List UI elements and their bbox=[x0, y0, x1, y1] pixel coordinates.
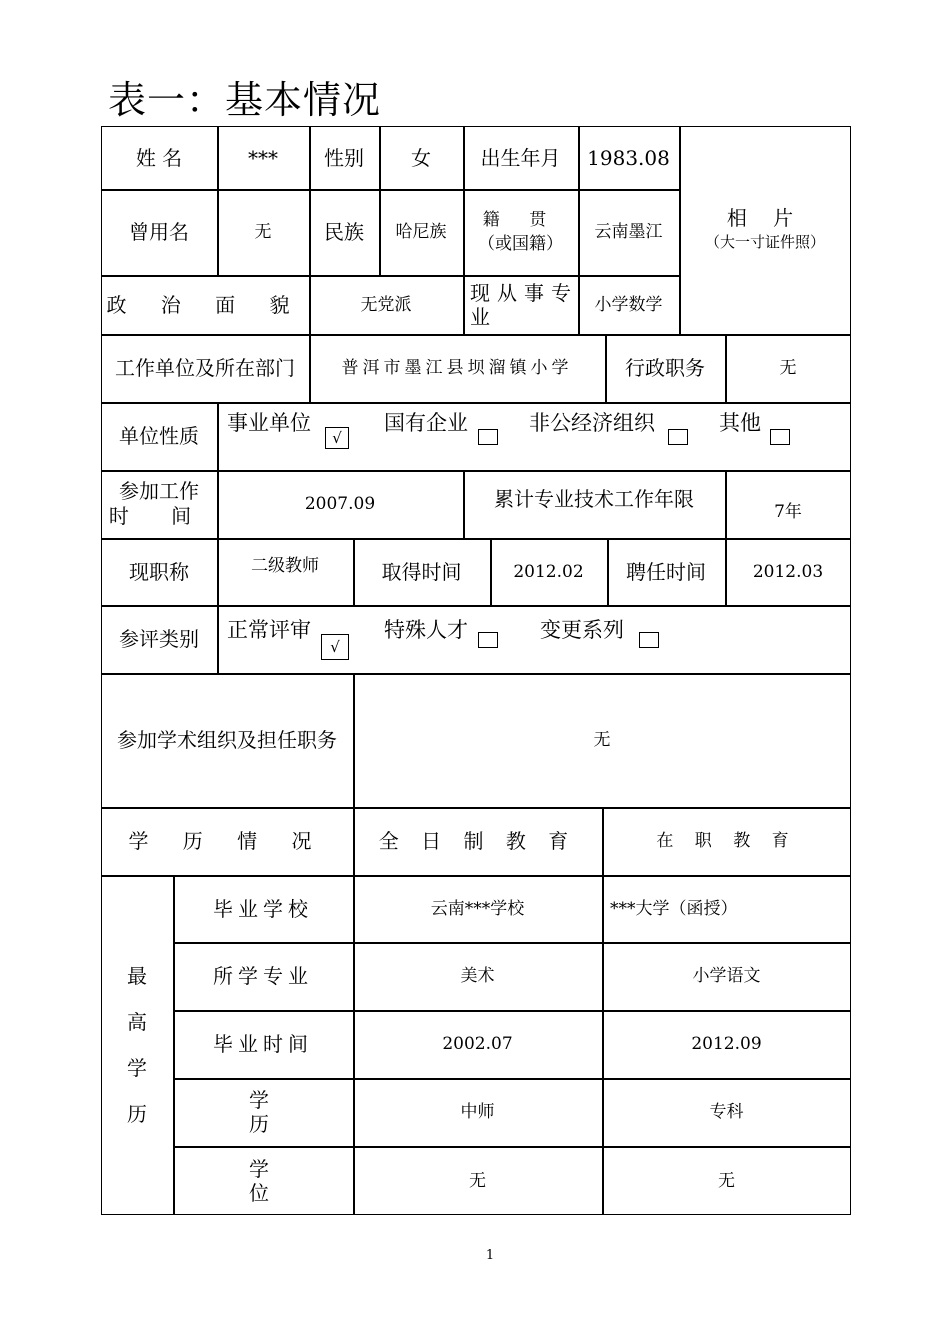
hired-label: 聘任时间 bbox=[626, 559, 706, 584]
unit-option-state-owned: 国有企业 bbox=[384, 411, 468, 435]
obtained-value[interactable]: 2012.02 bbox=[513, 561, 584, 582]
inservice-major[interactable]: 小学语文 bbox=[692, 966, 761, 986]
current-major-label: 现从事专业 bbox=[470, 280, 574, 329]
eval-checkbox-normal[interactable]: √ bbox=[321, 634, 349, 660]
fulltime-grad-time[interactable]: 2002.07 bbox=[442, 1034, 513, 1054]
title-now-label: 现职称 bbox=[129, 559, 189, 584]
grid-line bbox=[217, 605, 219, 674]
ethnicity-value[interactable]: 哈尼族 bbox=[395, 222, 447, 242]
highest-char: 最 bbox=[127, 964, 147, 988]
degree-label: 学 位 bbox=[249, 1156, 317, 1205]
work-start-label-line1: 参加工作 bbox=[119, 479, 199, 503]
academic-value[interactable]: 无 bbox=[593, 730, 611, 750]
page-number: 1 bbox=[485, 1248, 495, 1263]
eval-option-change: 变更系列 bbox=[540, 618, 624, 642]
fulltime-major[interactable]: 美术 bbox=[460, 966, 495, 986]
birth-label: 出生年月 bbox=[480, 145, 561, 170]
fulltime-header: 全 日 制 教 育 bbox=[378, 829, 577, 853]
eval-option-normal: 正常评审 bbox=[227, 618, 311, 642]
obtained-label: 取得时间 bbox=[381, 559, 462, 584]
admin-post-label: 行政职务 bbox=[625, 356, 705, 380]
hired-value[interactable]: 2012.03 bbox=[752, 561, 824, 582]
years-label: 累计专业技术工作年限 bbox=[494, 487, 694, 511]
highest-education-label bbox=[101, 875, 173, 1215]
unit-checkbox-public-institution[interactable]: √ bbox=[325, 427, 349, 449]
native-place-label-line2: （或国籍） bbox=[478, 234, 563, 254]
years-value[interactable]: 7年 bbox=[774, 502, 802, 522]
inservice-degree-level[interactable]: 专科 bbox=[709, 1102, 744, 1122]
fulltime-degree[interactable]: 无 bbox=[469, 1170, 486, 1191]
eval-checkbox-special[interactable] bbox=[478, 632, 498, 648]
unit-option-public-institution: 事业单位 bbox=[227, 411, 311, 435]
admin-post-value[interactable]: 无 bbox=[779, 358, 797, 378]
gender-value[interactable]: 女 bbox=[411, 145, 431, 170]
unit-checkbox-other[interactable] bbox=[770, 429, 790, 445]
inservice-degree[interactable]: 无 bbox=[718, 1170, 735, 1191]
highest-char: 学 bbox=[127, 1056, 147, 1080]
gender-label: 性别 bbox=[324, 145, 364, 170]
eval-checkbox-change[interactable] bbox=[639, 632, 659, 648]
unit-option-non-public: 非公经济组织 bbox=[529, 411, 655, 435]
name-value[interactable]: *** bbox=[248, 145, 278, 170]
academic-label: 参加学术组织及担任职务 bbox=[117, 728, 337, 752]
school-label: 毕业学校 bbox=[213, 896, 313, 921]
ethnicity-label: 民族 bbox=[324, 220, 364, 244]
name-label: 姓 名 bbox=[135, 145, 183, 170]
inservice-header: 在 职 教 育 bbox=[656, 831, 797, 851]
native-place-value[interactable]: 云南墨江 bbox=[594, 222, 663, 242]
political-value[interactable]: 无党派 bbox=[360, 294, 412, 315]
work-start-label-line2: 时 间 bbox=[108, 504, 210, 528]
work-start-label bbox=[101, 470, 217, 538]
work-start-value[interactable]: 2007.09 bbox=[304, 494, 376, 514]
fulltime-degree-level[interactable]: 中师 bbox=[460, 1102, 495, 1122]
unit-checkbox-state-owned[interactable] bbox=[478, 429, 498, 445]
inservice-grad-time[interactable]: 2012.09 bbox=[691, 1034, 762, 1054]
photo-title: 相 片 bbox=[726, 206, 804, 230]
unit-checkbox-non-public[interactable] bbox=[668, 429, 688, 445]
current-major-value[interactable]: 小学数学 bbox=[594, 294, 663, 315]
inservice-school[interactable]: ***大学（函授） bbox=[610, 898, 738, 919]
highest-char: 历 bbox=[127, 1102, 147, 1126]
fulltime-school[interactable]: 云南***学校 bbox=[430, 898, 525, 919]
former-name-label: 曾用名 bbox=[129, 220, 189, 244]
native-place-label bbox=[463, 189, 578, 275]
native-place-label-line1: 籍 贯 bbox=[482, 210, 559, 230]
eval-option-special: 特殊人才 bbox=[384, 618, 468, 642]
grad-time-label: 毕业时间 bbox=[213, 1032, 313, 1056]
work-unit-label: 工作单位及所在部门 bbox=[115, 356, 295, 380]
degree-level-label: 学 历 bbox=[249, 1088, 317, 1136]
birth-value[interactable]: 1983.08 bbox=[587, 145, 670, 170]
photo-area[interactable] bbox=[679, 126, 851, 334]
highest-char: 高 bbox=[127, 1010, 147, 1034]
title-now-value[interactable]: 二级教师 bbox=[251, 555, 319, 576]
political-label: 政 治 面 貌 bbox=[106, 292, 304, 317]
unit-nature-label: 单位性质 bbox=[119, 424, 199, 448]
photo-note: （大一寸证件照） bbox=[704, 233, 825, 251]
education-label: 学 历 情 况 bbox=[128, 829, 326, 853]
former-name-value[interactable]: 无 bbox=[254, 222, 272, 242]
eval-type-label: 参评类别 bbox=[119, 627, 199, 651]
work-unit-value[interactable]: 普洱市墨江县坝溜镇小学 bbox=[341, 358, 573, 378]
major-label: 所学专业 bbox=[213, 964, 313, 988]
unit-option-other: 其他 bbox=[719, 411, 761, 435]
page-title: 表一：基本情况 bbox=[108, 78, 382, 122]
